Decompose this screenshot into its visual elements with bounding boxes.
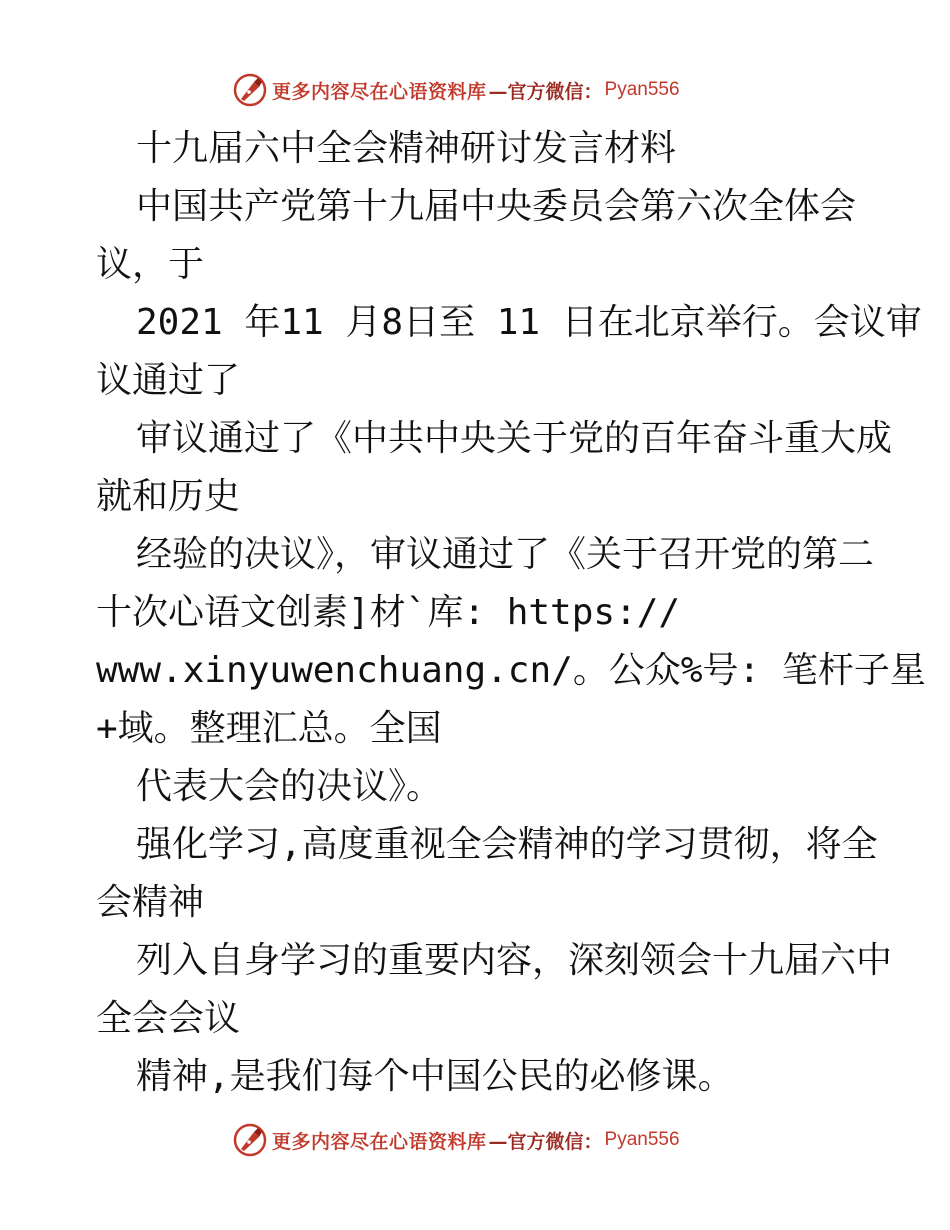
watermark-wechat-id: Pyan556: [604, 79, 680, 100]
document-line: 代表大会的决议》。: [136, 766, 443, 807]
document-line: 精神,是我们每个中国公民的必修课。: [136, 1056, 734, 1097]
document-line: 就和历史: [96, 476, 241, 517]
document-line: 十次心语文创素]材`库: https://: [96, 592, 681, 633]
document-line: 十九届六中全会精神研讨发言材料: [136, 128, 677, 169]
document-line: 经验的决议》，审议通过了《关于召开党的第二: [136, 534, 875, 575]
document-line: 议通过了: [96, 360, 241, 401]
document-line: 中国共产党第十九届中央委员会第六次全体会: [136, 186, 857, 227]
document-line: 议，于: [96, 244, 205, 285]
footer-watermark: [232, 1120, 712, 1160]
header-watermark: [232, 70, 712, 110]
document-line: 审议通过了《中共中央关于党的百年奋斗重大成: [136, 418, 893, 459]
document-line: 2021 年11 月8日至 11 日在北京举行。会议审: [136, 302, 922, 343]
document-line: www.xinyuwenchuang.cn/。公众%号: 笔杆子星: [96, 650, 926, 691]
document-line: 全会会议: [96, 998, 241, 1039]
document-line: 会精神: [96, 882, 205, 923]
watermark-text: 更多内容尽在心语资料库: [272, 80, 487, 103]
document-line: 列入自身学习的重要内容，深刻领会十九届六中: [136, 940, 893, 981]
watermark-text: 更多内容尽在心语资料库: [272, 1130, 487, 1153]
watermark-official-label: —官方微信：: [488, 80, 603, 103]
watermark-official-label: —官方微信：: [488, 1130, 603, 1153]
document-line: +域。整理汇总。全国: [96, 708, 442, 749]
document-body: [96, 120, 926, 1106]
watermark-wechat-id: Pyan556: [604, 1129, 680, 1150]
pen-nib-logo-icon: [232, 1122, 268, 1158]
pen-nib-logo-icon: [232, 72, 268, 108]
document-line: 强化学习,高度重视全会精神的学习贯彻，将全: [136, 824, 878, 865]
